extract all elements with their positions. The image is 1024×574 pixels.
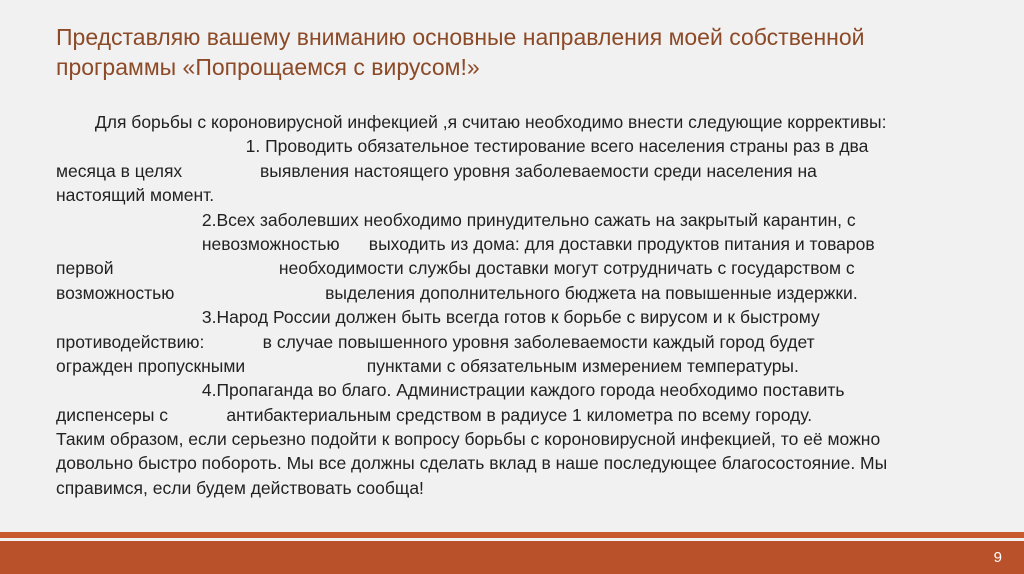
body-line: 1. Проводить обязательное тестирование всего населения страны раз в два [56,136,869,157]
body-line: 2.Всех заболевших необходимо принудительно сажать на закрытый карантин, с [56,209,856,230]
body-line: настоящий момент. [56,185,215,206]
body-line: первой необходимости службы доставки могут сотрудничать с государством с [56,258,855,279]
body-line: довольно быстро побороть. Мы все должны сделать вклад в наше последующее благосостояние. Мы [56,453,888,474]
footer-bar [0,541,1024,574]
body-line: огражден пропускными пунктами с обязательным измерением температуры. [56,355,799,376]
body-line: 3.Народ России должен быть всегда готов к борьбе с вирусом и к быстрому [56,307,820,328]
body-line: противодействию: в случае повышенного уровня заболеваемости каждый город будет [56,331,815,352]
body-line: 4.Пропаганда во благо. Администрации каждого города необходимо поставить [56,380,845,401]
body-line: Для борьбы с короновирусной инфекцией ,я считаю необходимо внести следующие коррективы: [56,112,887,132]
body-line: невозможностью выходить из дома: для доставки продуктов питания и товаров [56,233,875,254]
footer-divider [0,532,1024,538]
title-line: программы «Попрощаемся с вирусом!» [56,54,480,80]
body-line: диспенсеры с антибактериальным средством в радиусе 1 километра по всему городу. [56,404,813,425]
title-line: Представляю вашему вниманию основные направления моей собственной [56,24,865,50]
body-line: справимся, если будем действовать сообща! [56,477,424,498]
body-line: Таким образом, если серьезно подойти к вопросу борьбы с короновирусной инфекцией, то её можно [56,429,881,450]
page-number: 9 [993,549,1002,566]
body-line: месяца в целях выявления настоящего уровня заболеваемости среди населения на [56,160,817,181]
slide-body [56,110,1006,500]
slide-title [56,22,956,82]
body-line: возможностью выделения дополнительного бюджета на повышенные издержки. [56,282,858,303]
